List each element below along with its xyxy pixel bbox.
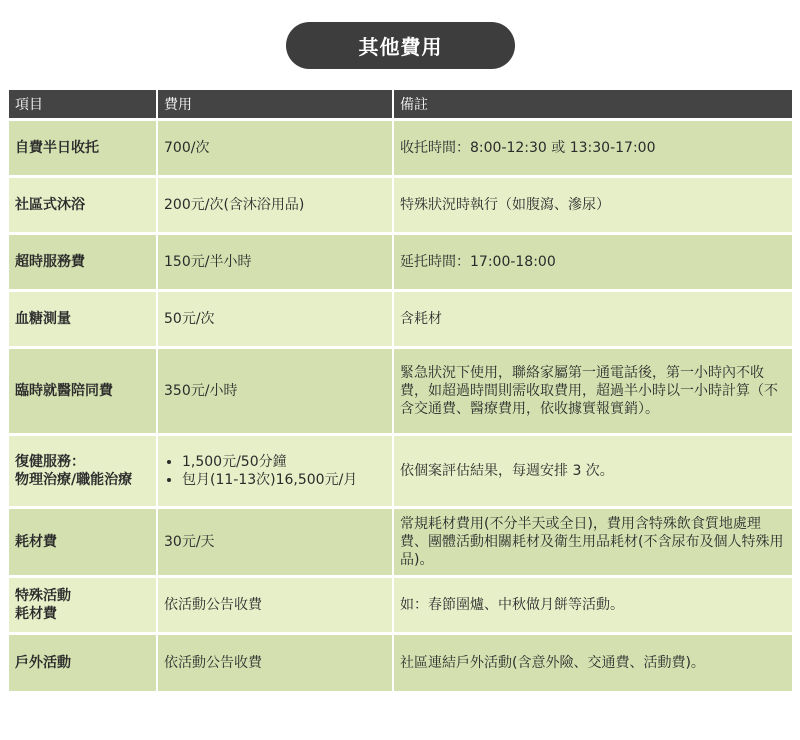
item-cell: 自費半日收托 bbox=[9, 120, 157, 177]
header-item: 項目 bbox=[9, 90, 157, 120]
table-row bbox=[9, 120, 792, 177]
item-cell: 血糖測量 bbox=[9, 291, 157, 348]
note-cell: 延托時間：17:00-18:00 bbox=[393, 234, 792, 291]
fee-cell: 150元/半小時 bbox=[157, 234, 393, 291]
header-note: 備註 bbox=[393, 90, 792, 120]
table-row bbox=[9, 177, 792, 234]
note-cell: 收托時間：8:00-12:30 或 13:30-17:00 bbox=[393, 120, 792, 177]
table-row bbox=[9, 291, 792, 348]
header-fee: 費用 bbox=[157, 90, 393, 120]
fee-cell: 依活動公告收費 bbox=[157, 634, 393, 691]
fee-cell: 200元/次(含沐浴用品) bbox=[157, 177, 393, 234]
table-row bbox=[9, 634, 792, 691]
table-row bbox=[9, 508, 792, 577]
note-cell: 如：春節圍爐、中秋做月餅等活動。 bbox=[393, 577, 792, 634]
table-row bbox=[9, 435, 792, 508]
fee-cell: 350元/小時 bbox=[157, 348, 393, 435]
fee-cell: 50元/次 bbox=[157, 291, 393, 348]
item-cell bbox=[9, 435, 157, 508]
note-cell: 常規耗材費用(不分半天或全日)，費用含特殊飲食質地處理費、團體活動相關耗材及衛生用品耗材(不含尿布及個人特殊用品)。 bbox=[393, 508, 792, 577]
item-cell: 超時服務費 bbox=[9, 234, 157, 291]
item-line: 復健服務： bbox=[15, 454, 85, 470]
fee-cell bbox=[157, 435, 393, 508]
note-cell: 特殊狀況時執行（如腹瀉、滲尿） bbox=[393, 177, 792, 234]
item-line: 特殊活動 bbox=[15, 588, 71, 604]
fee-cell: 依活動公告收費 bbox=[157, 577, 393, 634]
note-cell: 含耗材 bbox=[393, 291, 792, 348]
fee-cell: 700/次 bbox=[157, 120, 393, 177]
fee-bullet-list bbox=[164, 453, 386, 489]
item-line: 物理治療/職能治療 bbox=[15, 472, 133, 488]
table-row bbox=[9, 348, 792, 435]
table-row bbox=[9, 577, 792, 634]
fee-cell: 30元/天 bbox=[157, 508, 393, 577]
fee-bullet: • 包月(11-13次)16,500元/月 bbox=[182, 471, 386, 489]
item-line: 耗材費 bbox=[15, 606, 57, 622]
item-cell: 戶外活動 bbox=[9, 634, 157, 691]
item-cell: 臨時就醫陪同費 bbox=[9, 348, 157, 435]
item-cell bbox=[9, 577, 157, 634]
page-title: 其他費用 bbox=[286, 22, 515, 69]
table-header-row bbox=[9, 90, 792, 120]
note-cell: 緊急狀況下使用，聯絡家屬第一通電話後，第一小時內不收費，如超過時間則需收取費用，超過半小時以一小時計算（不含交通費、醫療費用，依收據實報實銷）。 bbox=[393, 348, 792, 435]
fee-table bbox=[9, 90, 792, 691]
item-cell: 社區式沐浴 bbox=[9, 177, 157, 234]
table-row bbox=[9, 234, 792, 291]
item-cell: 耗材費 bbox=[9, 508, 157, 577]
fee-bullet: • 1,500元/50分鐘 bbox=[182, 453, 386, 471]
note-cell: 社區連結戶外活動(含意外險、交通費、活動費)。 bbox=[393, 634, 792, 691]
note-cell: 依個案評估結果，每週安排 3 次。 bbox=[393, 435, 792, 508]
